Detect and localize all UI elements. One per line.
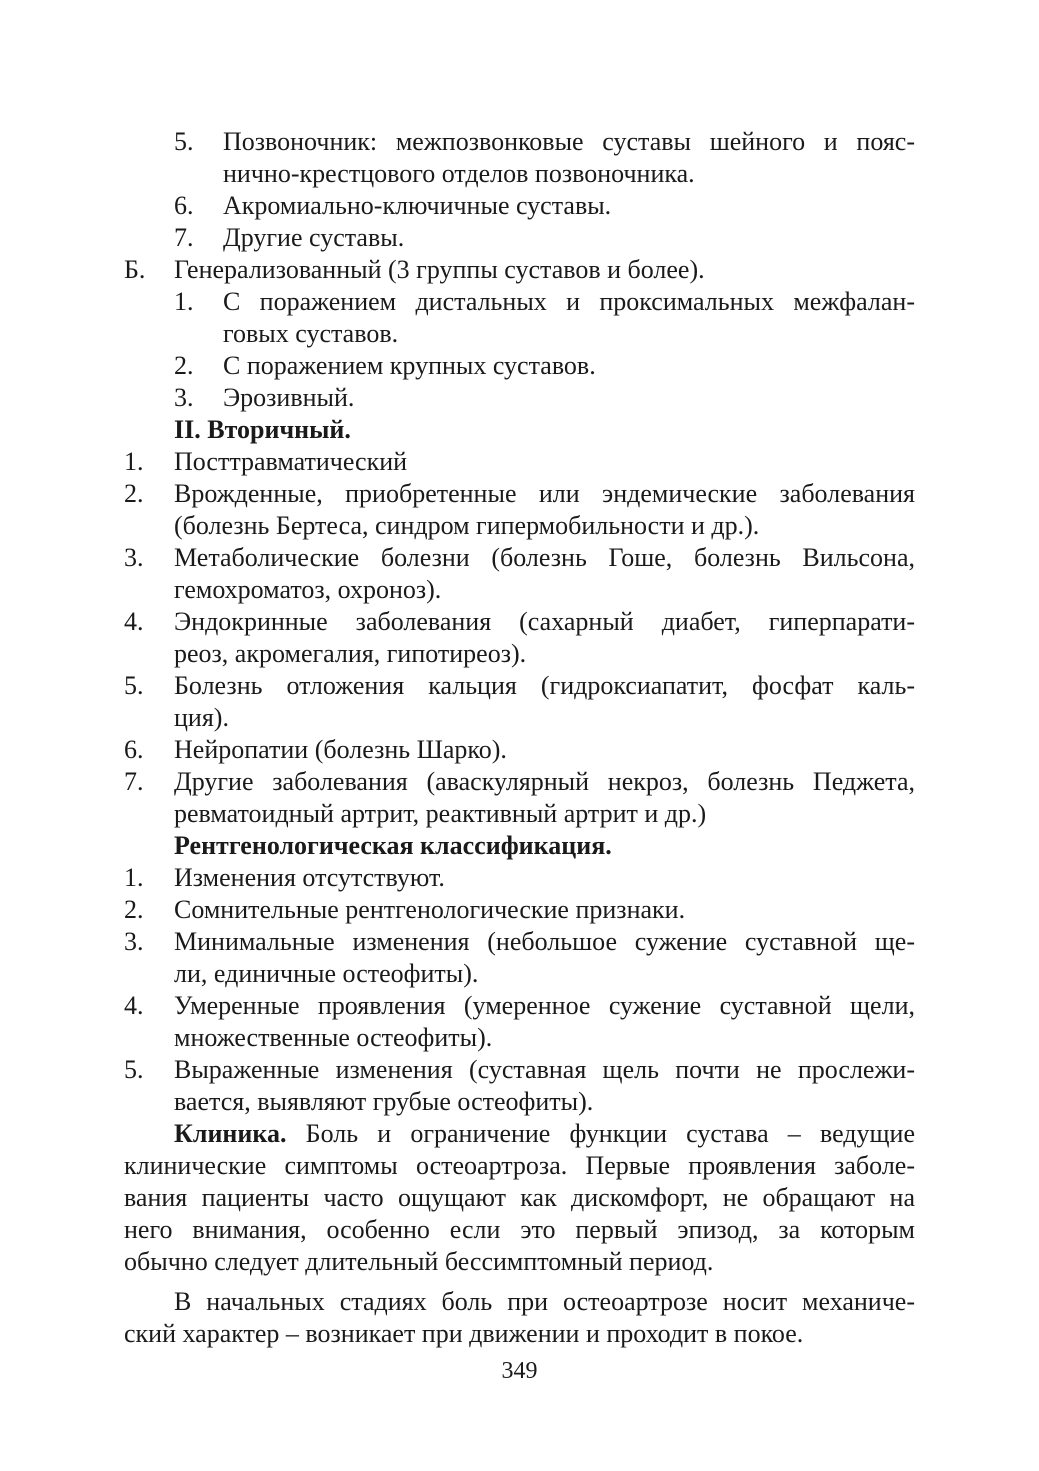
list-item-text: вается, выявляют грубые остеофиты). — [174, 1087, 594, 1116]
list-number: 7. — [174, 223, 194, 252]
list-item-text: нично-крестцового отделов позвоночника. — [223, 159, 695, 188]
paragraph-line: клинические симптомы остеоартроза. Первые проявления заболе- — [124, 1151, 915, 1180]
list-item-text: Врожденные, приобретенные или эндемические заболевания — [174, 479, 915, 508]
list-item-text: Другие суставы. — [223, 223, 405, 252]
paragraph-line — [174, 1118, 915, 1150]
list-item-text: Сомнительные рентгенологические признаки. — [174, 895, 686, 924]
list-number: 5. — [124, 1055, 144, 1084]
list-number: 5. — [174, 127, 194, 156]
list-item-text: ревматоидный артрит, реактивный артрит и др.) — [174, 799, 707, 828]
paragraph-line: В начальных стадиях боль при остеоартрозе носит механиче- — [174, 1287, 915, 1316]
page-number: 349 — [501, 1358, 538, 1384]
list-item-text: С поражением крупных суставов. — [223, 351, 596, 380]
list-item-text: реоз, акромегалия, гипотиреоз). — [174, 639, 527, 668]
paragraph-line: обычно следует длительный бессимптомный период. — [124, 1247, 714, 1276]
list-item-text: Другие заболевания (аваскулярный некроз, болезнь Педжета, — [174, 767, 915, 796]
group-letter: Б. — [124, 255, 146, 284]
list-item-text: Болезнь отложения кальция (гидроксиапатит, фосфат каль- — [174, 671, 915, 700]
list-number: 7. — [124, 767, 144, 796]
list-item-text: ция). — [174, 703, 229, 732]
list-item-text: С поражением дистальных и проксимальных межфалан- — [223, 287, 915, 316]
list-item-text: Метаболические болезни (болезнь Гоше, болезнь Вильсона, — [174, 543, 915, 572]
list-item-text: (болезнь Бертеса, синдром гипермобильности и др.). — [174, 511, 760, 540]
list-item-text: ли, единичные остеофиты). — [174, 959, 479, 988]
list-number: 5. — [124, 671, 144, 700]
list-item-text: Эндокринные заболевания (сахарный диабет, гиперпарати- — [174, 607, 915, 636]
list-item-text: Выраженные изменения (суставная щель почти не прослежи- — [174, 1055, 915, 1084]
list-item-text: Эрозивный. — [223, 383, 355, 412]
list-item-text: говых суставов. — [223, 319, 399, 348]
list-item-text: Посттравматический — [174, 447, 408, 476]
list-number: 1. — [124, 447, 144, 476]
paragraph-line: вания пациенты часто ощущают как дискомфорт, не обращают на — [124, 1183, 915, 1212]
list-number: 4. — [124, 607, 144, 636]
list-number: 3. — [124, 543, 144, 572]
list-number: 6. — [174, 191, 194, 220]
list-item-text: Минимальные изменения (небольшое сужение суставной ще- — [174, 927, 915, 956]
list-number: 2. — [174, 351, 194, 380]
list-number: 4. — [124, 991, 144, 1020]
list-item-text: гемохроматоз, охроноз). — [174, 575, 442, 604]
list-number: 1. — [174, 287, 194, 316]
list-item-text: множественные остеофиты). — [174, 1023, 493, 1052]
list-number: 3. — [174, 383, 194, 412]
list-number: 2. — [124, 479, 144, 508]
list-item-text: Нейропатии (болезнь Шарко). — [174, 735, 507, 764]
section-heading: II. Вторичный. — [174, 415, 351, 444]
list-item-text: Изменения отсутствуют. — [174, 863, 445, 892]
list-item-text: Позвоночник: межпозвонковые суставы шейного и пояс- — [223, 127, 915, 156]
paragraph-line: него внимания, особенно если это первый эпизод, за которым — [124, 1215, 915, 1244]
list-number: 2. — [124, 895, 144, 924]
list-number: 6. — [124, 735, 144, 764]
list-item-text: Умеренные проявления (умеренное сужение суставной щели, — [174, 991, 915, 1020]
section-heading: Рентгенологическая классификация. — [174, 831, 612, 860]
list-item-text: Акромиально-ключичные суставы. — [223, 191, 612, 220]
paragraph-lead: Клиника. — [174, 1119, 287, 1148]
list-number: 1. — [124, 863, 144, 892]
paragraph-text: Боль и ограничение функции сустава – ведущие — [286, 1119, 915, 1148]
paragraph-line: ский характер – возникает при движении и проходит в покое. — [124, 1319, 804, 1348]
group-title: Генерализованный (3 группы суставов и более). — [174, 255, 705, 284]
list-number: 3. — [124, 927, 144, 956]
